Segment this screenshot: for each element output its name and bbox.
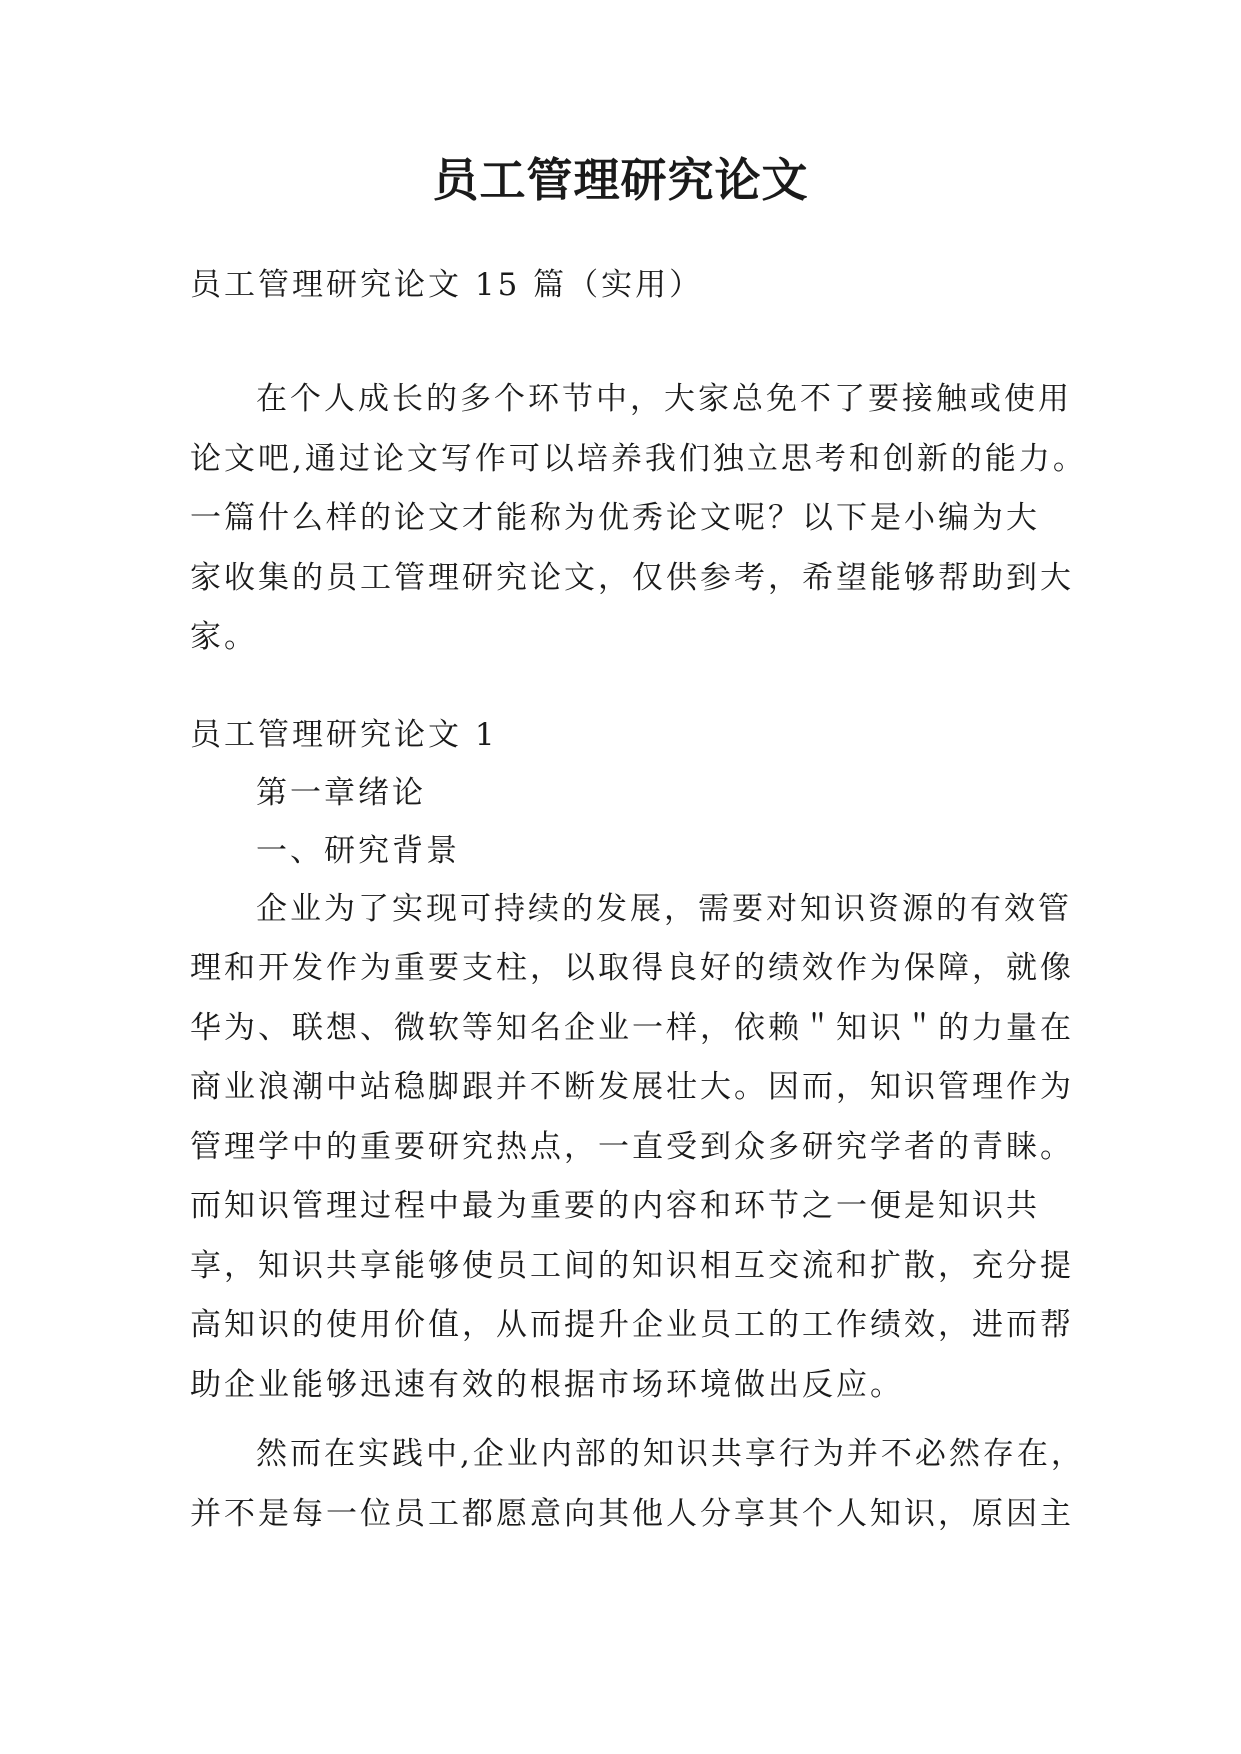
paragraph-line: 享，知识共享能够使员工间的知识相互交流和扩散，充分提 — [190, 1247, 1074, 1284]
paragraph-line: 理和开发作为重要支柱，以取得良好的绩效作为保障，就像 — [190, 950, 1074, 986]
paragraph-line: 华为、联想、微软等知名企业一样，依赖＂知识＂的力量在 — [190, 1009, 1074, 1046]
paragraph-line: 家。 — [190, 619, 258, 655]
paragraph-line: 商业浪潮中站稳脚跟并不断发展壮大。因而，知识管理作为 — [190, 1069, 1074, 1105]
paragraph-line: 在个人成长的多个环节中，大家总免不了要接触或使用 — [256, 381, 1072, 417]
paragraph-line: 企业为了实现可持续的发展，需要对知识资源的有效管 — [256, 890, 1072, 927]
paragraph-line: 助企业能够迅速有效的根据市场环境做出反应。 — [190, 1366, 904, 1403]
paragraph-line: 家收集的员工管理研究论文，仅供参考，希望能够帮助到大 — [190, 559, 1074, 596]
chapter-heading: 第一章绪论 — [256, 774, 426, 811]
subsection-heading: 一、研究背景 — [256, 832, 460, 869]
body-paragraph — [190, 1425, 1085, 1544]
document-title: 员工管理研究论文 — [432, 153, 809, 207]
paragraph-line: 高知识的使用价值，从而提升企业员工的工作绩效，进而帮 — [190, 1307, 1074, 1343]
document-subtitle: 员工管理研究论文 15 篇（实用） — [190, 267, 704, 303]
paragraph-line: 然而在实践中,企业内部的知识共享行为并不必然存在， — [256, 1436, 1085, 1472]
paragraph-line: 论文吧,通过论文写作可以培养我们独立思考和创新的能力。 — [190, 440, 1087, 477]
body-paragraph — [190, 880, 1074, 1416]
intro-paragraph — [190, 370, 1087, 668]
paragraph-line: 管理学中的重要研究热点，一直受到众多研究学者的青睐。 — [190, 1128, 1074, 1165]
paragraph-line: 而知识管理过程中最为重要的内容和环节之一便是知识共 — [190, 1188, 1040, 1224]
section-heading: 员工管理研究论文 1 — [190, 716, 498, 753]
document-body — [190, 256, 1087, 1544]
paragraph-line: 并不是每一位员工都愿意向其他人分享其个人知识，原因主 — [190, 1495, 1074, 1532]
paragraph-line: 一篇什么样的论文才能称为优秀论文呢？以下是小编为大 — [190, 500, 1040, 536]
